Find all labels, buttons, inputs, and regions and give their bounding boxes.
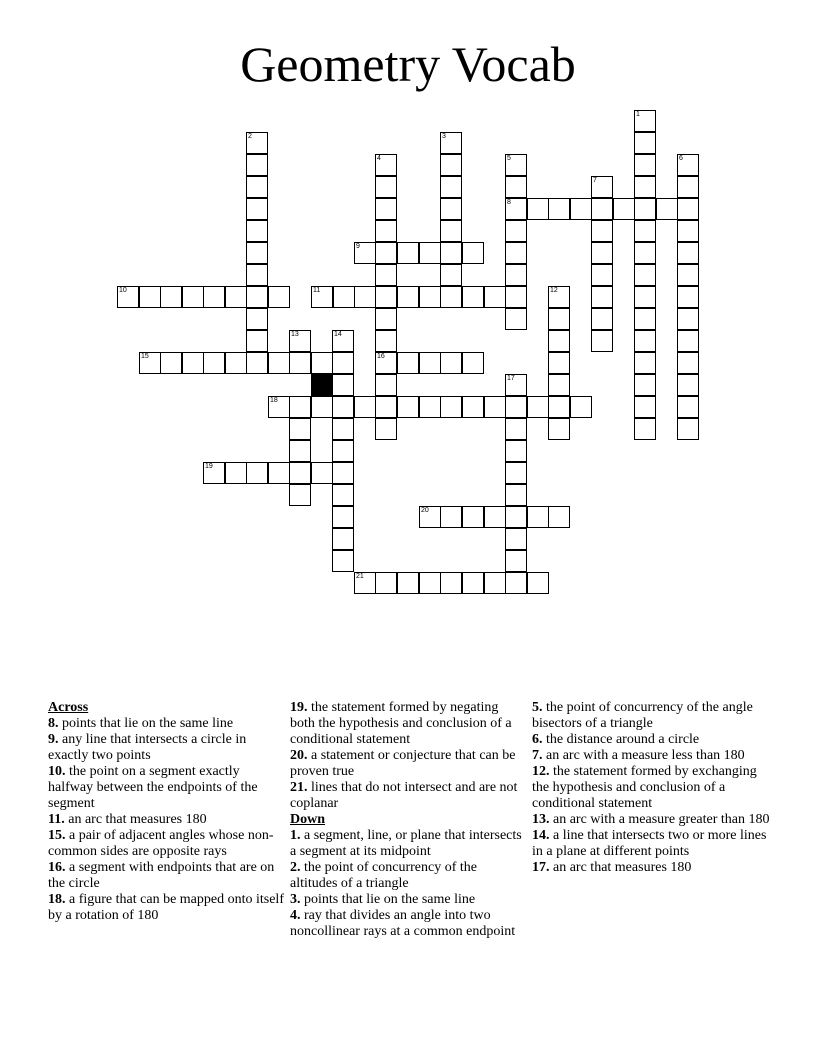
grid-cell[interactable]	[634, 110, 656, 132]
grid-cell[interactable]	[246, 176, 268, 198]
grid-cell[interactable]	[548, 418, 570, 440]
grid-cell[interactable]	[289, 484, 311, 506]
grid-cell[interactable]	[548, 374, 570, 396]
grid-cell[interactable]	[440, 176, 462, 198]
grid-cell[interactable]	[440, 132, 462, 154]
grid-cell[interactable]	[397, 286, 419, 308]
grid-cell[interactable]	[505, 308, 527, 330]
grid-cell[interactable]	[332, 396, 354, 418]
grid-cell[interactable]	[634, 264, 656, 286]
clue-text: the statement formed by exchanging the hypothesis and conclusion of a conditional statement	[532, 764, 757, 811]
clue-item	[290, 892, 526, 908]
grid-cell[interactable]	[527, 572, 549, 594]
clue-text: a figure that can be mapped onto itself by a rotation of 180	[48, 892, 284, 923]
page-title: Geometry Vocab	[240, 36, 576, 92]
clue-text: the point of concurrency of the angle bisectors of a triangle	[532, 700, 753, 731]
grid-cell[interactable]	[591, 198, 613, 220]
grid-cell[interactable]	[289, 330, 311, 352]
clue-number: 13	[291, 331, 299, 338]
grid-cell[interactable]	[375, 286, 397, 308]
grid-cell[interactable]	[160, 352, 182, 374]
grid-cell[interactable]	[375, 396, 397, 418]
grid-cell[interactable]	[311, 286, 333, 308]
grid-cell[interactable]	[634, 154, 656, 176]
clue-item	[532, 732, 772, 748]
across-clue-list	[48, 716, 284, 924]
grid-cell[interactable]	[419, 286, 441, 308]
clue-item	[48, 764, 284, 812]
grid-cell[interactable]	[354, 286, 376, 308]
grid-cell[interactable]	[484, 286, 506, 308]
grid-cell[interactable]	[505, 374, 527, 396]
grid-cell[interactable]	[246, 286, 268, 308]
grid-cell[interactable]	[332, 352, 354, 374]
grid-cell[interactable]	[634, 418, 656, 440]
clue-text: a statement or conjecture that can be proven true	[290, 748, 516, 779]
grid-cell[interactable]	[505, 220, 527, 242]
clue-number: 1	[636, 111, 640, 118]
grid-cell[interactable]	[677, 396, 699, 418]
grid-cell[interactable]	[203, 352, 225, 374]
grid-cell[interactable]	[548, 506, 570, 528]
grid-cell[interactable]	[375, 308, 397, 330]
grid-cell[interactable]	[246, 264, 268, 286]
grid-cell[interactable]	[289, 396, 311, 418]
grid-cell[interactable]	[677, 176, 699, 198]
grid-cell[interactable]	[570, 396, 592, 418]
grid-cell[interactable]	[634, 374, 656, 396]
clue-text: a pair of adjacent angles whose non-common sides are opposite rays	[48, 828, 274, 859]
clue-item	[48, 892, 284, 924]
grid-cell[interactable]	[182, 286, 204, 308]
grid-cell[interactable]	[677, 418, 699, 440]
clue-number-label: 10.	[48, 764, 66, 779]
clue-number: 3	[442, 133, 446, 140]
grid-cell[interactable]	[332, 440, 354, 462]
clue-item	[290, 828, 526, 860]
clue-number-label: 1.	[290, 828, 301, 843]
grid-cell[interactable]	[268, 396, 290, 418]
grid-cell[interactable]	[419, 352, 441, 374]
grid-cell[interactable]	[397, 242, 419, 264]
grid-cell[interactable]	[440, 286, 462, 308]
clue-item	[532, 764, 772, 812]
clue-number: 2	[248, 133, 252, 140]
clue-text: the distance around a circle	[542, 732, 700, 747]
clue-item	[48, 716, 284, 732]
grid-cell[interactable]	[505, 154, 527, 176]
grid-cell[interactable]	[634, 176, 656, 198]
grid-cell[interactable]	[203, 286, 225, 308]
clue-number: 11	[313, 287, 321, 294]
clue-item	[532, 860, 772, 876]
grid-cell[interactable]	[203, 462, 225, 484]
clue-number: 5	[507, 155, 511, 162]
grid-cell[interactable]	[677, 198, 699, 220]
grid-cell[interactable]	[505, 572, 527, 594]
grid-cell[interactable]	[591, 242, 613, 264]
clue-text: an arc with a measure less than 180	[542, 748, 745, 763]
grid-cell[interactable]	[419, 572, 441, 594]
clue-number-label: 6.	[532, 732, 543, 747]
grid-cell[interactable]	[634, 352, 656, 374]
grid-cell[interactable]	[484, 396, 506, 418]
grid-cell[interactable]	[332, 462, 354, 484]
grid-cell[interactable]	[332, 374, 354, 396]
grid-cell[interactable]	[505, 550, 527, 572]
grid-cell[interactable]	[634, 286, 656, 308]
grid-cell[interactable]	[527, 396, 549, 418]
clue-item	[48, 812, 284, 828]
grid-cell[interactable]	[419, 396, 441, 418]
clue-number: 15	[141, 353, 149, 360]
grid-cell[interactable]	[182, 352, 204, 374]
grid-cell[interactable]	[440, 264, 462, 286]
grid-cell[interactable]	[332, 506, 354, 528]
grid-cell[interactable]	[160, 286, 182, 308]
grid-cell[interactable]	[505, 176, 527, 198]
grid-cell[interactable]	[677, 330, 699, 352]
grid-cell[interactable]	[462, 286, 484, 308]
clue-item	[532, 700, 772, 732]
grid-cell[interactable]	[246, 198, 268, 220]
grid-cell[interactable]	[505, 242, 527, 264]
grid-cell[interactable]	[505, 462, 527, 484]
grid-cell[interactable]	[462, 396, 484, 418]
clue-item	[532, 812, 772, 828]
grid-cell[interactable]	[505, 286, 527, 308]
clue-number: 4	[377, 155, 381, 162]
grid-cell[interactable]	[570, 198, 592, 220]
grid-cell[interactable]	[656, 198, 678, 220]
grid-cell[interactable]	[246, 462, 268, 484]
grid-cell[interactable]	[375, 330, 397, 352]
grid-cell[interactable]	[440, 198, 462, 220]
grid-cell[interactable]	[354, 572, 376, 594]
grid-cell[interactable]	[332, 528, 354, 550]
grid-cell[interactable]	[505, 484, 527, 506]
grid-cell[interactable]	[591, 176, 613, 198]
grid-cell[interactable]	[634, 132, 656, 154]
grid-cell[interactable]	[677, 352, 699, 374]
grid-cell[interactable]	[268, 352, 290, 374]
grid-cell[interactable]	[484, 572, 506, 594]
grid-cell[interactable]	[548, 286, 570, 308]
clue-number: 17	[507, 375, 515, 382]
grid-cell[interactable]	[225, 462, 247, 484]
grid-cell[interactable]	[375, 198, 397, 220]
clue-item	[48, 732, 284, 764]
grid-cell[interactable]	[505, 396, 527, 418]
grid-cell[interactable]	[332, 550, 354, 572]
grid-cell[interactable]	[397, 572, 419, 594]
grid-cell[interactable]	[246, 154, 268, 176]
grid-cell[interactable]	[397, 396, 419, 418]
across-heading: Across	[48, 700, 89, 715]
clue-number-label: 19.	[290, 700, 308, 715]
clue-number-label: 3.	[290, 892, 301, 907]
grid-cell[interactable]	[268, 462, 290, 484]
clue-text: lines that do not intersect and are not coplanar	[290, 780, 518, 811]
grid-cell[interactable]	[505, 528, 527, 550]
grid-cell[interactable]	[677, 286, 699, 308]
grid-cell[interactable]	[677, 374, 699, 396]
clue-number-label: 20.	[290, 748, 308, 763]
clue-text: a segment with endpoints that are on the circle	[48, 860, 275, 891]
grid-cell[interactable]	[246, 352, 268, 374]
clue-text: an arc with a measure greater than 180	[549, 812, 770, 827]
clue-text: a line that intersects two or more lines in a plane at different points	[532, 828, 767, 859]
clue-number: 21	[356, 573, 364, 580]
grid-cell[interactable]	[548, 330, 570, 352]
grid-cell[interactable]	[634, 396, 656, 418]
grid-cell[interactable]	[505, 440, 527, 462]
grid-cell[interactable]	[462, 506, 484, 528]
clue-item	[48, 828, 284, 860]
clue-number-label: 14.	[532, 828, 550, 843]
grid-cell[interactable]	[289, 418, 311, 440]
clue-text: any line that intersects a circle in exactly two points	[48, 732, 247, 763]
clue-text: the point of concurrency of the altitudes of a triangle	[290, 860, 477, 891]
clue-number: 9	[356, 243, 360, 250]
clue-number-label: 8.	[48, 716, 59, 731]
clue-number-label: 5.	[532, 700, 543, 715]
grid-cell[interactable]	[440, 352, 462, 374]
grid-cell[interactable]	[527, 506, 549, 528]
clue-text: points that lie on the same line	[58, 716, 234, 731]
grid-cell[interactable]	[289, 352, 311, 374]
grid-cell[interactable]	[332, 330, 354, 352]
grid-cell[interactable]	[677, 264, 699, 286]
clue-text: an arc that measures 180	[64, 812, 207, 827]
grid-cell[interactable]	[440, 572, 462, 594]
clue-column-3	[532, 700, 772, 876]
clue-text: points that lie on the same line	[300, 892, 476, 907]
grid-cell[interactable]	[462, 352, 484, 374]
grid-cell[interactable]	[505, 506, 527, 528]
clue-number-label: 18.	[48, 892, 66, 907]
grid-cell[interactable]	[440, 506, 462, 528]
grid-cell[interactable]	[268, 286, 290, 308]
clue-number-label: 9.	[48, 732, 59, 747]
grid-cell[interactable]	[484, 506, 506, 528]
grid-cell[interactable]	[332, 484, 354, 506]
grid-cell[interactable]	[591, 264, 613, 286]
grid-cell[interactable]	[505, 418, 527, 440]
grid-cell[interactable]	[354, 242, 376, 264]
clue-item	[532, 748, 772, 764]
down-heading: Down	[290, 812, 326, 827]
grid-cell[interactable]	[354, 396, 376, 418]
grid-cell[interactable]	[311, 396, 333, 418]
clue-item	[290, 700, 526, 748]
clue-item	[290, 860, 526, 892]
grid-cell[interactable]	[634, 330, 656, 352]
black-cell	[311, 374, 333, 396]
clue-number-label: 2.	[290, 860, 301, 875]
grid-cell[interactable]	[375, 242, 397, 264]
grid-cell[interactable]	[462, 572, 484, 594]
clue-number-label: 11.	[48, 812, 65, 827]
clue-item	[290, 908, 526, 940]
grid-cell[interactable]	[613, 198, 635, 220]
clue-number-label: 17.	[532, 860, 550, 875]
grid-cell[interactable]	[375, 176, 397, 198]
clue-column-1	[48, 700, 284, 924]
grid-cell[interactable]	[375, 418, 397, 440]
clue-number-label: 12.	[532, 764, 550, 779]
grid-cell[interactable]	[677, 308, 699, 330]
clue-number: 16	[377, 353, 385, 360]
grid-cell[interactable]	[246, 132, 268, 154]
grid-cell[interactable]	[246, 308, 268, 330]
grid-cell[interactable]	[634, 220, 656, 242]
grid-cell[interactable]	[634, 242, 656, 264]
down-clue-list	[290, 828, 526, 940]
grid-cell[interactable]	[591, 308, 613, 330]
clue-text: a segment, line, or plane that intersects a segment at its midpoint	[290, 828, 522, 859]
grid-cell[interactable]	[333, 286, 355, 308]
grid-cell[interactable]	[591, 220, 613, 242]
grid-cell[interactable]	[246, 242, 268, 264]
clue-number: 7	[593, 177, 597, 184]
down-clue-list-continued	[532, 700, 772, 876]
grid-cell[interactable]	[311, 462, 333, 484]
grid-cell[interactable]	[548, 396, 570, 418]
grid-cell[interactable]	[440, 220, 462, 242]
grid-cell[interactable]	[375, 154, 397, 176]
clue-number-label: 4.	[290, 908, 301, 923]
grid-cell[interactable]	[677, 154, 699, 176]
clue-number-label: 15.	[48, 828, 66, 843]
clue-text: ray that divides an angle into two noncollinear rays at a common endpoint	[290, 908, 516, 939]
clue-number: 6	[679, 155, 683, 162]
clue-text: the point on a segment exactly halfway between the endpoints of the segment	[48, 764, 258, 811]
grid-cell[interactable]	[397, 352, 419, 374]
grid-cell[interactable]	[505, 198, 527, 220]
grid-cell[interactable]	[246, 330, 268, 352]
grid-cell[interactable]	[139, 352, 161, 374]
grid-cell[interactable]	[289, 462, 311, 484]
clue-number: 20	[421, 507, 429, 514]
clue-number: 10	[119, 287, 127, 294]
clue-item	[290, 748, 526, 780]
grid-cell[interactable]	[548, 198, 570, 220]
clue-number-label: 7.	[532, 748, 543, 763]
across-clue-list-continued	[290, 700, 526, 812]
clue-number: 14	[334, 331, 342, 338]
grid-cell[interactable]	[440, 396, 462, 418]
grid-cell[interactable]	[591, 286, 613, 308]
grid-cell[interactable]	[139, 286, 161, 308]
grid-cell[interactable]	[677, 242, 699, 264]
grid-cell[interactable]	[332, 418, 354, 440]
clue-item	[290, 780, 526, 812]
grid-cell[interactable]	[225, 286, 247, 308]
grid-cell[interactable]	[289, 440, 311, 462]
clue-number: 19	[205, 463, 213, 470]
grid-cell[interactable]	[419, 242, 441, 264]
grid-cell[interactable]	[591, 330, 613, 352]
clue-number: 8	[507, 199, 511, 206]
grid-cell[interactable]	[505, 264, 527, 286]
grid-cell[interactable]	[527, 198, 549, 220]
clue-item	[48, 860, 284, 892]
grid-cell[interactable]	[375, 572, 397, 594]
clue-number: 18	[270, 397, 278, 404]
grid-cell[interactable]	[634, 308, 656, 330]
grid-cell[interactable]	[440, 154, 462, 176]
clue-item	[532, 828, 772, 860]
clue-number: 12	[550, 287, 558, 294]
grid-cell[interactable]	[548, 352, 570, 374]
grid-cell[interactable]	[375, 264, 397, 286]
clue-text: the statement formed by negating both the hypothesis and conclusion of a conditional statement	[290, 700, 512, 747]
grid-cell[interactable]	[375, 352, 397, 374]
grid-cell[interactable]	[311, 352, 333, 374]
grid-cell[interactable]	[677, 220, 699, 242]
clue-text: an arc that measures 180	[549, 860, 692, 875]
grid-cell[interactable]	[375, 220, 397, 242]
clue-column-2	[290, 700, 526, 940]
grid-cell[interactable]	[375, 374, 397, 396]
grid-cell[interactable]	[634, 198, 656, 220]
grid-cell[interactable]	[117, 286, 139, 308]
grid-cell[interactable]	[440, 242, 462, 264]
clue-number-label: 13.	[532, 812, 550, 827]
grid-cell[interactable]	[462, 242, 484, 264]
grid-cell[interactable]	[419, 506, 441, 528]
clue-number-label: 21.	[290, 780, 308, 795]
grid-cell[interactable]	[548, 308, 570, 330]
clue-number-label: 16.	[48, 860, 66, 875]
grid-cell[interactable]	[225, 352, 247, 374]
grid-cell[interactable]	[246, 220, 268, 242]
